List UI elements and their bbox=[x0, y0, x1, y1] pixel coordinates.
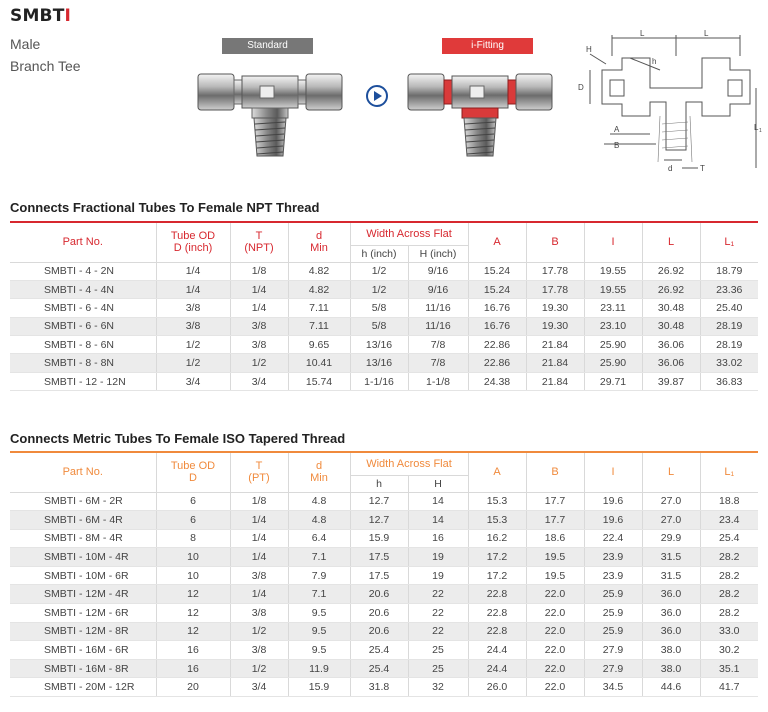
table-cell: 39.87 bbox=[642, 372, 700, 390]
table-row bbox=[10, 336, 758, 354]
table-cell: 3/8 bbox=[230, 566, 288, 585]
table-cell: 1/2 bbox=[230, 354, 288, 372]
col-tube-od: Tube OD D bbox=[156, 453, 230, 492]
table-cell: 23.9 bbox=[584, 548, 642, 567]
table-cell: 23.9 bbox=[584, 566, 642, 585]
table-cell: 25.4 bbox=[350, 659, 408, 678]
table-cell: 7.11 bbox=[288, 317, 350, 335]
table-cell: 16.76 bbox=[468, 299, 526, 317]
table-cell: 3/4 bbox=[230, 372, 288, 390]
table-cell: 14 bbox=[408, 511, 468, 530]
table-cell: 1-1/16 bbox=[350, 372, 408, 390]
part-number-cell: SMBTI - 4 - 4N bbox=[10, 280, 156, 298]
table-cell: 8 bbox=[156, 529, 230, 548]
table-cell: 27.9 bbox=[584, 641, 642, 660]
table-cell: 6 bbox=[156, 511, 230, 530]
part-number-cell: SMBTI - 6M - 4R bbox=[10, 511, 156, 530]
svg-text:L: L bbox=[640, 30, 645, 38]
table-cell: 33.0 bbox=[700, 622, 758, 641]
table-row bbox=[10, 280, 758, 298]
table-cell: 28.19 bbox=[700, 336, 758, 354]
table-cell: 19.5 bbox=[526, 566, 584, 585]
table-cell: 12 bbox=[156, 622, 230, 641]
table-cell: 1/8 bbox=[230, 492, 288, 511]
table-cell: 3/4 bbox=[156, 372, 230, 390]
table-cell: 6.4 bbox=[288, 529, 350, 548]
table-cell: 36.06 bbox=[642, 336, 700, 354]
fractional-table-body bbox=[10, 262, 758, 391]
table-cell: 10.41 bbox=[288, 354, 350, 372]
part-number-cell: SMBTI - 12M - 4R bbox=[10, 585, 156, 604]
col-d: d Min bbox=[288, 453, 350, 492]
table-cell: 22.4 bbox=[584, 529, 642, 548]
table-cell: 22.0 bbox=[526, 659, 584, 678]
table-cell: 25.9 bbox=[584, 622, 642, 641]
table-cell: 6 bbox=[156, 492, 230, 511]
table-cell: 1/4 bbox=[156, 280, 230, 298]
table-cell: 19.5 bbox=[526, 548, 584, 567]
table-cell: 4.8 bbox=[288, 511, 350, 530]
table-row bbox=[10, 604, 758, 623]
col-a: A bbox=[468, 223, 526, 262]
col-l1: L₁ bbox=[700, 453, 758, 492]
part-number-cell: SMBTI - 6 - 6N bbox=[10, 317, 156, 335]
table-cell: 5/8 bbox=[350, 317, 408, 335]
table-cell: 11/16 bbox=[408, 299, 468, 317]
table-cell: 19.55 bbox=[584, 262, 642, 280]
table-cell: 9.5 bbox=[288, 622, 350, 641]
table-cell: 44.6 bbox=[642, 678, 700, 697]
table-cell: 17.7 bbox=[526, 492, 584, 511]
table-cell: 10 bbox=[156, 566, 230, 585]
col-b: B bbox=[526, 223, 584, 262]
table-cell: 1/2 bbox=[230, 622, 288, 641]
table-cell: 23.36 bbox=[700, 280, 758, 298]
table-cell: 38.0 bbox=[642, 641, 700, 660]
table-cell: 27.9 bbox=[584, 659, 642, 678]
col-part-no: Part No. bbox=[10, 453, 156, 492]
part-number-cell: SMBTI - 6M - 2R bbox=[10, 492, 156, 511]
table-cell: 18.79 bbox=[700, 262, 758, 280]
table-cell: 28.19 bbox=[700, 317, 758, 335]
table-cell: 3/8 bbox=[230, 641, 288, 660]
table-cell: 17.78 bbox=[526, 262, 584, 280]
table2-title: Connects Metric Tubes To Female ISO Tapered Thread bbox=[10, 431, 346, 446]
table-cell: 36.0 bbox=[642, 622, 700, 641]
table-cell: 20 bbox=[156, 678, 230, 697]
table-cell: 31.8 bbox=[350, 678, 408, 697]
svg-text:T: T bbox=[700, 164, 705, 173]
col-i: I bbox=[584, 223, 642, 262]
table-cell: 23.4 bbox=[700, 511, 758, 530]
table-cell: 21.84 bbox=[526, 372, 584, 390]
part-number-cell: SMBTI - 8 - 8N bbox=[10, 354, 156, 372]
table-cell: 22.0 bbox=[526, 604, 584, 623]
table-cell: 23.11 bbox=[584, 299, 642, 317]
part-number-cell: SMBTI - 4 - 2N bbox=[10, 262, 156, 280]
table-cell: 19 bbox=[408, 548, 468, 567]
part-number-cell: SMBTI - 10M - 4R bbox=[10, 548, 156, 567]
table-cell: 25.9 bbox=[584, 585, 642, 604]
table-cell: 11.9 bbox=[288, 659, 350, 678]
table-cell: 22 bbox=[408, 585, 468, 604]
table-cell: 24.4 bbox=[468, 641, 526, 660]
fractional-table bbox=[10, 223, 758, 391]
ifitting-image bbox=[406, 64, 554, 160]
table-cell: 22.0 bbox=[526, 678, 584, 697]
table-cell: 7.11 bbox=[288, 299, 350, 317]
table-cell: 3/8 bbox=[230, 317, 288, 335]
col-h-small: h bbox=[350, 475, 408, 492]
table-cell: 15.3 bbox=[468, 511, 526, 530]
table-row bbox=[10, 566, 758, 585]
table-row bbox=[10, 317, 758, 335]
table-row bbox=[10, 529, 758, 548]
table-cell: 11/16 bbox=[408, 317, 468, 335]
table-cell: 5/8 bbox=[350, 299, 408, 317]
table-cell: 3/8 bbox=[156, 317, 230, 335]
table-cell: 17.5 bbox=[350, 548, 408, 567]
table-row bbox=[10, 354, 758, 372]
table-cell: 16 bbox=[156, 641, 230, 660]
col-waf: Width Across Flat bbox=[350, 453, 468, 475]
table-cell: 22 bbox=[408, 604, 468, 623]
table-cell: 15.74 bbox=[288, 372, 350, 390]
table-cell: 13/16 bbox=[350, 354, 408, 372]
table-cell: 27.0 bbox=[642, 511, 700, 530]
table-cell: 1/2 bbox=[156, 336, 230, 354]
table-cell: 18.8 bbox=[700, 492, 758, 511]
table-cell: 7/8 bbox=[408, 336, 468, 354]
table-cell: 17.5 bbox=[350, 566, 408, 585]
table-cell: 1/4 bbox=[230, 511, 288, 530]
table-cell: 16 bbox=[408, 529, 468, 548]
table-row bbox=[10, 492, 758, 511]
table-cell: 22.8 bbox=[468, 585, 526, 604]
table-cell: 19.30 bbox=[526, 317, 584, 335]
table-cell: 19 bbox=[408, 566, 468, 585]
svg-text:d: d bbox=[668, 164, 673, 173]
table-cell: 15.3 bbox=[468, 492, 526, 511]
table-cell: 4.8 bbox=[288, 492, 350, 511]
table-cell: 25.4 bbox=[700, 529, 758, 548]
table-cell: 36.83 bbox=[700, 372, 758, 390]
table-cell: 22.0 bbox=[526, 622, 584, 641]
col-h-small: h (inch) bbox=[350, 245, 408, 262]
svg-text:H: H bbox=[586, 45, 592, 54]
col-part-no: Part No. bbox=[10, 223, 156, 262]
table-row bbox=[10, 548, 758, 567]
table-cell: 36.06 bbox=[642, 354, 700, 372]
table-row bbox=[10, 511, 758, 530]
svg-text:1: 1 bbox=[759, 128, 762, 134]
table-cell: 9/16 bbox=[408, 262, 468, 280]
table-cell: 25 bbox=[408, 641, 468, 660]
table-cell: 29.71 bbox=[584, 372, 642, 390]
table-cell: 30.2 bbox=[700, 641, 758, 660]
part-number-cell: SMBTI - 12M - 6R bbox=[10, 604, 156, 623]
svg-text:A: A bbox=[614, 125, 620, 134]
table-cell: 30.48 bbox=[642, 317, 700, 335]
table-cell: 22 bbox=[408, 622, 468, 641]
table-cell: 17.7 bbox=[526, 511, 584, 530]
metric-table-body bbox=[10, 492, 758, 697]
table-cell: 31.5 bbox=[642, 548, 700, 567]
product-name-line2: Branch Tee bbox=[10, 58, 81, 74]
table-cell: 12.7 bbox=[350, 492, 408, 511]
table-cell: 7/8 bbox=[408, 354, 468, 372]
table-cell: 16.76 bbox=[468, 317, 526, 335]
table-cell: 3/8 bbox=[230, 604, 288, 623]
table-cell: 25.90 bbox=[584, 336, 642, 354]
table-cell: 3/8 bbox=[156, 299, 230, 317]
table-cell: 24.38 bbox=[468, 372, 526, 390]
table-row bbox=[10, 641, 758, 660]
table-cell: 41.7 bbox=[700, 678, 758, 697]
table-cell: 14 bbox=[408, 492, 468, 511]
table-cell: 1/2 bbox=[230, 659, 288, 678]
part-number-cell: SMBTI - 12 - 12N bbox=[10, 372, 156, 390]
table-cell: 1/4 bbox=[230, 280, 288, 298]
table-cell: 1/4 bbox=[230, 299, 288, 317]
table-cell: 13/16 bbox=[350, 336, 408, 354]
table-cell: 9/16 bbox=[408, 280, 468, 298]
table-cell: 21.84 bbox=[526, 336, 584, 354]
table-row bbox=[10, 262, 758, 280]
col-t: T (PT) bbox=[230, 453, 288, 492]
col-a: A bbox=[468, 453, 526, 492]
table-cell: 36.0 bbox=[642, 585, 700, 604]
table-cell: 26.0 bbox=[468, 678, 526, 697]
svg-text:L: L bbox=[704, 30, 709, 38]
table-cell: 12 bbox=[156, 585, 230, 604]
table-cell: 22.0 bbox=[526, 585, 584, 604]
table1-title: Connects Fractional Tubes To Female NPT Thread bbox=[10, 200, 320, 215]
table-cell: 16.2 bbox=[468, 529, 526, 548]
table-cell: 1/8 bbox=[230, 262, 288, 280]
table-cell: 9.5 bbox=[288, 604, 350, 623]
table-cell: 22.86 bbox=[468, 336, 526, 354]
metric-table bbox=[10, 453, 758, 697]
col-l: L bbox=[642, 453, 700, 492]
table-cell: 28.2 bbox=[700, 604, 758, 623]
table-cell: 1/2 bbox=[350, 280, 408, 298]
table-cell: 9.5 bbox=[288, 641, 350, 660]
table-cell: 1/4 bbox=[230, 529, 288, 548]
table-cell: 1-1/8 bbox=[408, 372, 468, 390]
part-number-cell: SMBTI - 8 - 6N bbox=[10, 336, 156, 354]
table-row bbox=[10, 299, 758, 317]
part-number-cell: SMBTI - 20M - 12R bbox=[10, 678, 156, 697]
part-number-cell: SMBTI - 12M - 8R bbox=[10, 622, 156, 641]
table-cell: 22.86 bbox=[468, 354, 526, 372]
dimension-diagram bbox=[570, 30, 764, 178]
svg-text:B: B bbox=[614, 141, 620, 150]
table-cell: 25.40 bbox=[700, 299, 758, 317]
table-cell: 28.2 bbox=[700, 585, 758, 604]
col-h-large: H (inch) bbox=[408, 245, 468, 262]
table-row bbox=[10, 372, 758, 390]
table-cell: 25.4 bbox=[350, 641, 408, 660]
table-cell: 3/4 bbox=[230, 678, 288, 697]
table-cell: 7.1 bbox=[288, 585, 350, 604]
table-cell: 1/4 bbox=[230, 548, 288, 567]
table-cell: 3/8 bbox=[230, 336, 288, 354]
part-number-cell: SMBTI - 10M - 6R bbox=[10, 566, 156, 585]
standard-fitting-image bbox=[196, 64, 344, 160]
part-number-cell: SMBTI - 16M - 8R bbox=[10, 659, 156, 678]
table-cell: 30.48 bbox=[642, 299, 700, 317]
product-name bbox=[10, 33, 81, 77]
part-number-cell: SMBTI - 8M - 4R bbox=[10, 529, 156, 548]
table-cell: 26.92 bbox=[642, 280, 700, 298]
table-cell: 20.6 bbox=[350, 585, 408, 604]
table-cell: 7.1 bbox=[288, 548, 350, 567]
table-cell: 1/2 bbox=[350, 262, 408, 280]
table-cell: 19.30 bbox=[526, 299, 584, 317]
table-row bbox=[10, 585, 758, 604]
table-row bbox=[10, 622, 758, 641]
table-cell: 25 bbox=[408, 659, 468, 678]
table-row bbox=[10, 659, 758, 678]
table-cell: 34.5 bbox=[584, 678, 642, 697]
table-cell: 21.84 bbox=[526, 354, 584, 372]
standard-label: Standard bbox=[222, 38, 313, 54]
part-number-cell: SMBTI - 16M - 6R bbox=[10, 641, 156, 660]
table-cell: 10 bbox=[156, 548, 230, 567]
col-t: T (NPT) bbox=[230, 223, 288, 262]
table-cell: 28.2 bbox=[700, 548, 758, 567]
table-cell: 19.6 bbox=[584, 511, 642, 530]
table-cell: 1/4 bbox=[230, 585, 288, 604]
col-b: B bbox=[526, 453, 584, 492]
svg-text:h: h bbox=[652, 57, 657, 66]
table-cell: 15.9 bbox=[350, 529, 408, 548]
table-cell: 17.2 bbox=[468, 566, 526, 585]
table-cell: 19.6 bbox=[584, 492, 642, 511]
table-cell: 1/4 bbox=[156, 262, 230, 280]
table-cell: 32 bbox=[408, 678, 468, 697]
table-cell: 22.8 bbox=[468, 622, 526, 641]
table-cell: 15.24 bbox=[468, 280, 526, 298]
col-waf: Width Across Flat bbox=[350, 223, 468, 245]
table-cell: 12.7 bbox=[350, 511, 408, 530]
product-name-line1: Male bbox=[10, 36, 41, 52]
table-cell: 27.0 bbox=[642, 492, 700, 511]
table-cell: 18.6 bbox=[526, 529, 584, 548]
table-cell: 17.78 bbox=[526, 280, 584, 298]
col-l: L bbox=[642, 223, 700, 262]
ifitting-label: i-Fitting bbox=[442, 38, 533, 54]
col-i: I bbox=[584, 453, 642, 492]
table-cell: 4.82 bbox=[288, 262, 350, 280]
table-cell: 7.9 bbox=[288, 566, 350, 585]
play-arrow-icon bbox=[366, 85, 388, 107]
table-cell: 33.02 bbox=[700, 354, 758, 372]
table-cell: 15.24 bbox=[468, 262, 526, 280]
col-d: d Min bbox=[288, 223, 350, 262]
svg-text:L: L bbox=[754, 123, 759, 132]
table-cell: 22.0 bbox=[526, 641, 584, 660]
table-cell: 16 bbox=[156, 659, 230, 678]
col-l1: L₁ bbox=[700, 223, 758, 262]
col-h-large: H bbox=[408, 475, 468, 492]
table-cell: 23.10 bbox=[584, 317, 642, 335]
table-cell: 26.92 bbox=[642, 262, 700, 280]
svg-text:D: D bbox=[578, 83, 584, 92]
table-cell: 22.8 bbox=[468, 604, 526, 623]
product-code-accent: I bbox=[64, 6, 72, 26]
part-number-cell: SMBTI - 6 - 4N bbox=[10, 299, 156, 317]
table-cell: 24.4 bbox=[468, 659, 526, 678]
table-cell: 20.6 bbox=[350, 622, 408, 641]
table-cell: 36.0 bbox=[642, 604, 700, 623]
product-code: SMBTI bbox=[10, 6, 72, 26]
table-cell: 29.9 bbox=[642, 529, 700, 548]
table-cell: 4.82 bbox=[288, 280, 350, 298]
table-cell: 15.9 bbox=[288, 678, 350, 697]
table-cell: 12 bbox=[156, 604, 230, 623]
table-cell: 17.2 bbox=[468, 548, 526, 567]
table-cell: 31.5 bbox=[642, 566, 700, 585]
table-cell: 35.1 bbox=[700, 659, 758, 678]
table-cell: 19.55 bbox=[584, 280, 642, 298]
table-row bbox=[10, 678, 758, 697]
table-cell: 25.9 bbox=[584, 604, 642, 623]
table-cell: 38.0 bbox=[642, 659, 700, 678]
table-cell: 9.65 bbox=[288, 336, 350, 354]
table-cell: 1/2 bbox=[156, 354, 230, 372]
table-cell: 28.2 bbox=[700, 566, 758, 585]
table-cell: 20.6 bbox=[350, 604, 408, 623]
col-tube-od: Tube OD D (inch) bbox=[156, 223, 230, 262]
table-cell: 25.90 bbox=[584, 354, 642, 372]
